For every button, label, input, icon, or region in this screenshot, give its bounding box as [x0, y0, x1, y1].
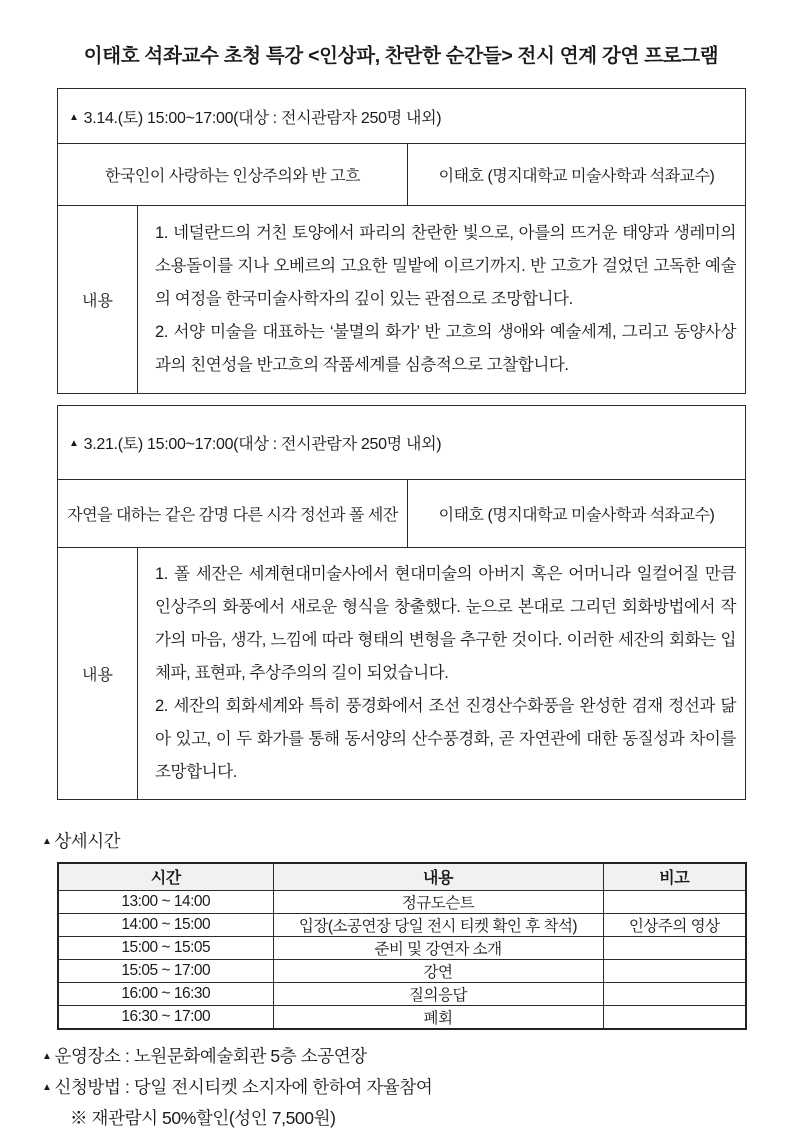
- timetable-heading: [42, 828, 745, 853]
- col-header-content: 내용: [273, 863, 603, 890]
- timetable-row: [58, 936, 746, 959]
- triangle-marker-icon: ▲: [69, 438, 79, 449]
- session-2-content-label: 내용: [58, 548, 138, 800]
- session-1-content-cell: [138, 206, 746, 394]
- timetable-heading-text: 상세시간: [54, 831, 121, 851]
- triangle-marker-icon: ▲: [42, 1081, 52, 1093]
- content-paragraph: 2. 서양 미술을 대표하는 ‘불멸의 화가’ 반 고흐의 생애와 예술세계, 그리고 동양사상과의 친연성을 반고흐의 작품세계를 심층적으로 고찰합니다.: [155, 323, 736, 374]
- time-cell: 16:00 ~ 16:30: [58, 982, 273, 1005]
- venue-line: [42, 1041, 745, 1072]
- time-cell: 14:00 ~ 15:00: [58, 913, 273, 936]
- session-1-lecturer: 이태호 (명지대학교 미술사학과 석좌교수): [408, 144, 746, 206]
- session-1-content-label: 내용: [58, 206, 138, 394]
- content-cell: 준비 및 강연자 소개: [273, 936, 603, 959]
- timetable-row: [58, 959, 746, 982]
- session-table-1: [57, 88, 746, 394]
- footer: [42, 1041, 745, 1133]
- timetable-row: [58, 1005, 746, 1029]
- note-cell: [603, 1005, 746, 1029]
- session-1-schedule-cell: [58, 89, 746, 144]
- session-1-title-row: [58, 144, 746, 206]
- time-cell: 15:00 ~ 15:05: [58, 936, 273, 959]
- session-2-schedule-text: 3.21.(토) 15:00~17:00(대상 : 전시관람자 250명 내외): [83, 436, 442, 453]
- session-table-2: [57, 405, 746, 800]
- session-1-schedule-text: 3.14.(토) 15:00~17:00(대상 : 전시관람자 250명 내외): [83, 109, 442, 127]
- time-cell: 15:05 ~ 17:00: [58, 959, 273, 982]
- col-header-note: 비고: [603, 863, 746, 890]
- timetable-row: [58, 890, 746, 913]
- content-cell: 폐회: [273, 1005, 603, 1029]
- content-cell: 입장(소공연장 당일 전시 티켓 확인 후 착석): [273, 913, 603, 936]
- session-1-content-row: [58, 206, 746, 394]
- apply-line: [42, 1072, 745, 1103]
- session-2-content-cell: [138, 548, 746, 800]
- time-cell: 16:30 ~ 17:00: [58, 1005, 273, 1029]
- note-cell: [603, 936, 746, 959]
- content-paragraph: 1. 네덜란드의 거친 토양에서 파리의 찬란한 빛으로, 아를의 뜨거운 태양과 생레미의 소용돌이를 지나 오베르의 고요한 밀밭에 이르기까지. 반 고흐가 걸었던 고독한 예술의 여정을 한국미술사학자의 깊이 있는 관점으로 조망합니다.: [155, 224, 736, 308]
- timetable-header-row: [58, 863, 746, 890]
- content-cell: 강연: [273, 959, 603, 982]
- col-header-time: 시간: [58, 863, 273, 890]
- timetable-row: [58, 913, 746, 936]
- session-1-schedule-row: [58, 89, 746, 144]
- session-2-title-row: [58, 480, 746, 548]
- session-2-schedule-row: [58, 406, 746, 480]
- content-paragraph: 2. 세잔의 회화세계와 특히 풍경화에서 조선 진경산수화풍을 완성한 겸재 정선과 닮아 있고, 이 두 화가를 통해 동서양의 산수풍경화, 곧 자연관에 대한 동질성과 차이를 조망합니다.: [155, 697, 736, 781]
- apply-text: 신청방법 : 당일 전시티켓 소지자에 한하여 자율참여: [54, 1076, 433, 1097]
- timetable: [57, 862, 747, 1030]
- timetable-row: [58, 982, 746, 1005]
- document-title: 이태호 석좌교수 초청 특강 <인상파, 찬란한 순간들> 전시 연계 강연 프로그램: [83, 45, 719, 67]
- triangle-marker-icon: ▲: [42, 836, 52, 847]
- triangle-marker-icon: ▲: [42, 1050, 52, 1062]
- triangle-marker-icon: ▲: [69, 111, 79, 123]
- note-cell: [603, 959, 746, 982]
- session-1-lecture-title: 한국인이 사랑하는 인상주의와 반 고흐: [58, 144, 408, 206]
- content-cell: 정규도슨트: [273, 890, 603, 913]
- session-2-lecture-title: 자연을 대하는 같은 감명 다른 시각 정선과 폴 세잔: [58, 480, 408, 548]
- content-cell: 질의응답: [273, 982, 603, 1005]
- session-2-schedule-cell: [58, 406, 746, 480]
- note-cell: 인상주의 영상: [603, 913, 746, 936]
- venue-text: 운영장소 : 노원문화예술회관 5층 소공연장: [54, 1045, 367, 1066]
- note-cell: [603, 982, 746, 1005]
- time-cell: 13:00 ~ 14:00: [58, 890, 273, 913]
- note-cell: [603, 890, 746, 913]
- session-2-content-row: [58, 548, 746, 800]
- content-paragraph: 1. 폴 세잔은 세계현대미술사에서 현대미술의 아버지 혹은 어머니라 일컬어질 만큼 인상주의 화풍에서 새로운 형식을 창출했다. 눈으로 본대로 그리던 회화방법에서 작가의 마음, 생각, 느낌에 따라 형태의 변형을 추구한 것이다. 이러한 세잔의 회화는 입체파, 표현파, 추상주의의 길이 되었습니다.: [155, 565, 736, 682]
- session-2-lecturer: 이태호 (명지대학교 미술사학과 석좌교수): [408, 480, 746, 548]
- discount-note: ※ 재관람시 50%할인(성인 7,500원): [70, 1107, 336, 1128]
